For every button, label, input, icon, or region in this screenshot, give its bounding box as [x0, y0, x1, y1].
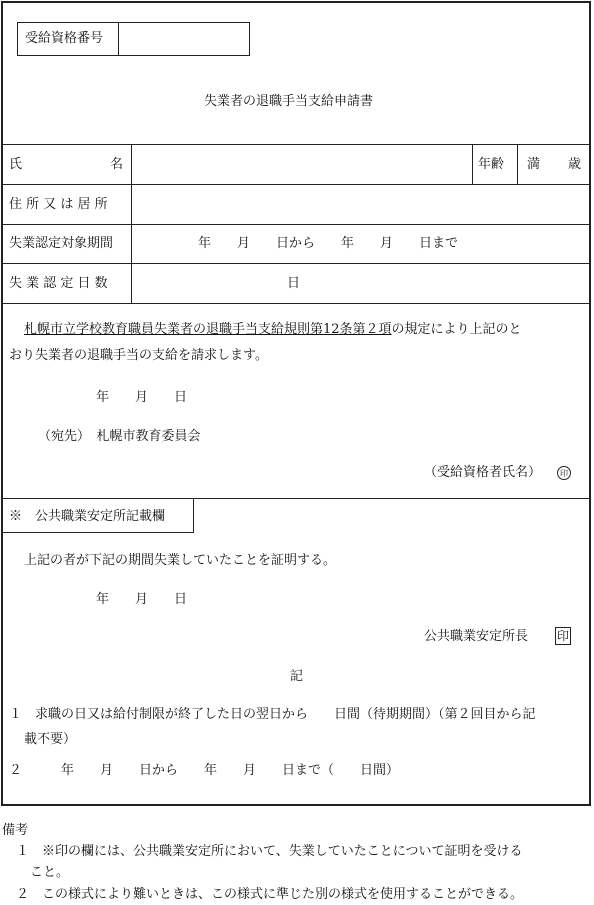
table-line-2: [1, 224, 591, 225]
label-column-divider: [131, 144, 132, 303]
age-prefix: 満: [527, 157, 541, 172]
table-line-top: [1, 144, 591, 145]
request-line-1-rest: の規定により上記のと: [391, 322, 522, 337]
request-line-1: [24, 323, 522, 336]
item-1-line-1: １ 求職の日又は給付制限が終了した日の翌日から 日間（待期期間）（第２回目から記: [9, 707, 536, 722]
recipient-number-field[interactable]: [124, 32, 244, 48]
request-line-2: おり失業者の退職手当の支給を請求します。: [9, 348, 268, 363]
age-divider-2: [517, 144, 518, 184]
note-2: ２ この様式により難いときは、この様式に準じた別の様式を使用することができる。: [16, 887, 524, 902]
office-chief-label: 公共職業安定所長: [424, 629, 529, 644]
name-field[interactable]: [138, 152, 463, 176]
item-1-line-2: 載不要）: [24, 732, 77, 747]
period-text: 年 月 日から 年 月 日まで: [198, 236, 459, 251]
notes-heading: 備考: [2, 823, 29, 838]
office-certification: 上記の者が下記の期間失業していたことを証明する。: [24, 553, 337, 568]
address-label: 住 所 又 は 居 所: [9, 197, 108, 212]
form-title: 失業者の退職手当支給申請書: [204, 94, 374, 109]
table-line-1: [1, 184, 591, 185]
ki-label: 記: [290, 669, 304, 684]
applicant-name-label: （受給資格者氏名）: [424, 465, 542, 480]
request-addressee: （宛先） 札幌市教育委員会: [38, 429, 201, 444]
table-line-3: [1, 263, 591, 264]
applicant-seal: 印: [557, 466, 571, 480]
note-1-line-1: １ ※印の欄には、公共職業安定所において、失業していたことについて証明を受ける: [16, 844, 523, 859]
request-date: 年 月 日: [96, 390, 188, 405]
age-suffix: 歳: [568, 157, 582, 172]
recipient-number-label: 受給資格番号: [25, 31, 104, 46]
period-label: 失業認定対象期間: [9, 236, 114, 251]
name-label-2: 名: [110, 157, 124, 172]
item-2: ２ 年 月 日から 年 月 日まで（ 日間）: [9, 763, 400, 778]
days-text: 日: [287, 276, 301, 291]
note-1-line-2: こと。: [30, 865, 70, 880]
office-entry-label: ※ 公共職業安定所記載欄: [9, 509, 166, 524]
age-label: 年齢: [478, 157, 505, 172]
office-date: 年 月 日: [96, 592, 188, 607]
table-line-bottom: [1, 303, 591, 304]
regulation-reference: 札幌市立学校教育職員失業者の退職手当支給規則第12条第２項: [24, 322, 392, 337]
days-label: 失 業 認 定 日 数: [9, 276, 108, 291]
office-chief-seal: 印: [556, 629, 569, 643]
age-divider-1: [472, 144, 473, 184]
name-label-1: 氏: [9, 157, 23, 172]
address-field[interactable]: [138, 192, 578, 216]
recipient-number-divider: [118, 22, 119, 56]
form-frame: [1, 1, 591, 806]
